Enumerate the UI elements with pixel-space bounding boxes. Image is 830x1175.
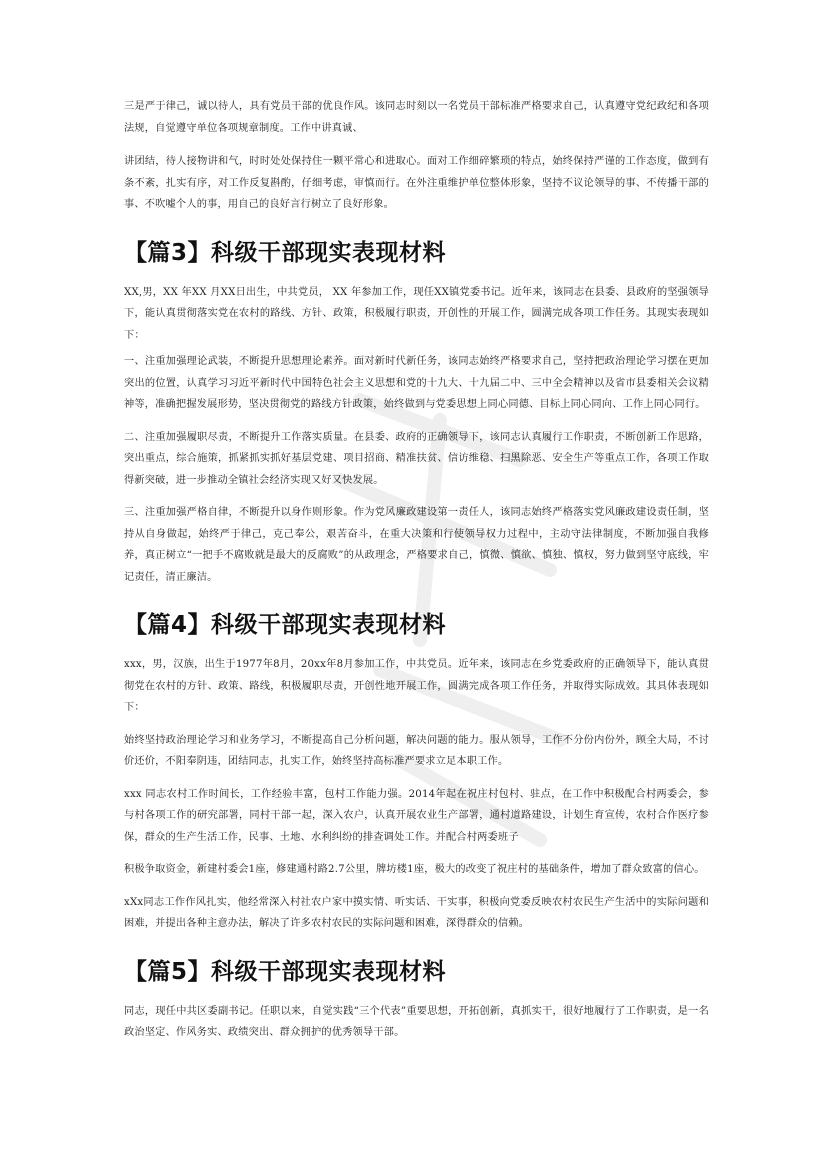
paragraph: 讲团结，待人接物讲和气，时时处处保持住一颗平常心和进取心。面对工作细碎繁琐的特点，始终保持严谨的工作态度，做到有条不紊，扎实有序，对工作反复斟酌，仔细考虑，审慎而行。在外注重维护单位整体形象，坚持不议论领导的事、不传播干部的事、不吹嘘个人的事，用自己的良好言行树立了良好形象。 — [124, 156, 709, 210]
paragraph: 二、注重加强履职尽责，不断提升工作落实质量。在县委、政府的正确领导下，该同志认真履行工作职责，不断创新工作思路，突出重点，综合施策，抓紧抓实抓好基层党建、项目招商、精准扶贫、信访维稳、扫黑除恶、安全生产等重点工作，各项工作取得新突破，进一步推动全镇社会经济实现又好又快发展。 — [124, 431, 709, 486]
paragraph: XX,男，XX 年XX 月XX日出生，中共党员， XX 年参加工作，现任XX镇党委书记。近年来，该同志在县委、县政府的坚强领导下，能认真贯彻落实党在农村的路线、方针、政策，积极履行职责，开创性的开展工作，圆满完成各项工作任务。其现实表现如下： — [124, 286, 709, 341]
paragraph: xxx 同志农村工作时间长，工作经验丰富，包村工作能力强。2014年起在祝庄村包村、驻点，在工作中积极配合村两委会，参与村各项工作的研究部署，同村干部一起，深入农户，认真开展农业生产部署，通村道路建设，计划生育宣传，农村合作医疗参保，群众的生产生活工作，民事、土地、水利纠纷的排查调处工作。并配合村两委班子 — [124, 788, 709, 843]
section-heading: 【篇3】科级干部现实表现材料 — [124, 239, 447, 266]
paragraph: 始终坚持政治理论学习和业务学习，不断提高自己分析问题，解决问题的能力。服从领导，工作不分份内份外，顾全大局，不讨价还价，不阳奉阴违，团结同志，扎实工作，始终坚持高标准严要求立足本职工作。 — [124, 734, 709, 767]
paragraph: 三、注重加强严格自律，不断提升以身作则形象。作为党风廉政建设第一责任人，该同志始终严格落实党风廉政建设责任制，坚持从自身做起，始终严于律己，克己奉公，艰苦奋斗，在重大决策和行使领导权力过程中，主动守法律制度，不断加强自我修养，真正树立“一把手不腐败就是最大的反腐败”的从政理念，严格要求自己，慎微、慎欲、慎独、慎权，努力做到坚守底线，牢记责任，清正廉洁。 — [124, 507, 709, 583]
document-page — [124, 96, 709, 1044]
section-heading: 【篇5】科级干部现实表现材料 — [124, 958, 447, 985]
paragraph: 同志，现任中共区委副书记。任职以来，自觉实践“三个代表”重要思想，开拓创新，真抓实干，很好地履行了工作职责，是一名政治坚定、作风务实、政绩突出、群众拥护的优秀领导干部。 — [124, 1005, 709, 1038]
section-heading: 【篇4】科级干部现实表现材料 — [124, 612, 447, 638]
paragraph: 三是严于律己，诚以待人，具有党员干部的优良作风。该同志时刻以一名党员干部标准严格要求自己，认真遵守党纪政纪和各项法规，自觉遵守单位各项规章制度。工作中讲真诚、 — [124, 101, 709, 134]
paragraph: 积极争取资金，新建村委会1座，修建通村路2.7公里，牌坊楼1座，极大的改变了祝庄村的基础条件，增加了群众致富的信心。 — [124, 864, 705, 875]
paragraph: xxx，男，汉族，出生于1977年8月，20xx年8月参加工作，中共党员。近年来，该同志在乡党委政府的正确领导下，能认真贯彻党在农村的方针、政策、路线，积极履职尽责，开创性地开展工作，圆满完成各项工作任务，并取得实际成效。其具体表现如下： — [124, 659, 709, 713]
paragraph: 一、注重加强理论武装，不断提升思想理论素养。面对新时代新任务，该同志始终严格要求自己，坚持把政治理论学习摆在更加突出的位置，认真学习习近平新时代中国特色社会主义思想和党的十九大、十九届二中、三中全会精神以及省市县委相关会议精神等，准确把握发展形势，坚决贯彻党的路线方针政策，始终做到与党委思想上同心同德、目标上同心同向、工作上同心同行。 — [124, 356, 709, 410]
paragraph: xXx同志工作作风扎实，他经常深入村社农户家中摸实情、听实话、干实事，积极向党委反映农村农民生产生活中的实际问题和困难，并提出各种主意办法，解决了许多农村农民的实际问题和困难，深得群众的信赖。 — [124, 896, 709, 929]
